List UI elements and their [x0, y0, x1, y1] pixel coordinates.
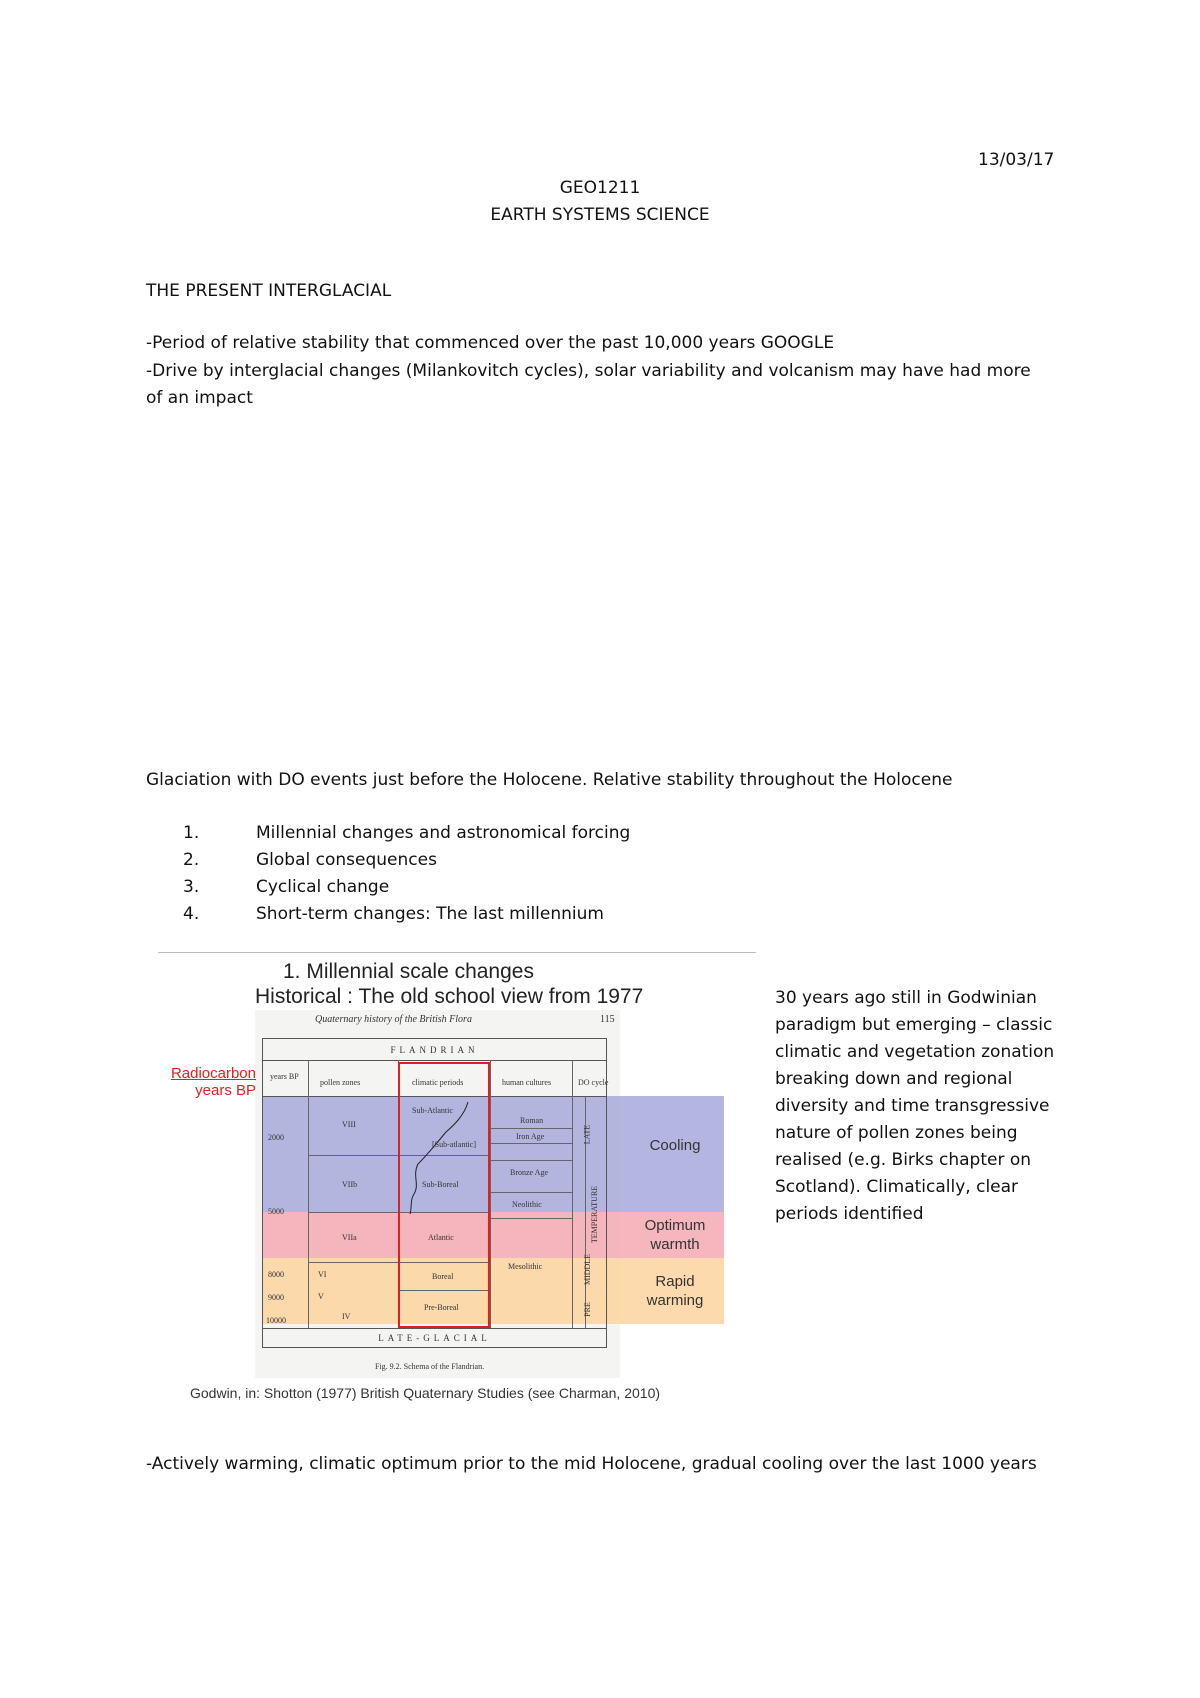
list-item [183, 847, 883, 874]
table-rule [490, 1160, 572, 1161]
list-number: 1. [183, 823, 200, 843]
figure-small-caption: Fig. 9.2. Schema of the Flandrian. [375, 1362, 485, 1371]
bullet-period: -Period of relative stability that commenced over the past 10,000 years GOOGLE [146, 333, 835, 353]
table-rule [490, 1192, 572, 1193]
climatic-periods-highlight [398, 1062, 490, 1328]
book-page-number: 115 [600, 1014, 615, 1025]
col-header-human: human cultures [502, 1078, 552, 1087]
culture: Neolithic [512, 1200, 542, 1209]
table-rule [262, 1060, 607, 1061]
culture: Iron Age [516, 1132, 545, 1141]
culture: Bronze Age [510, 1168, 548, 1177]
table-rule [490, 1128, 572, 1129]
climatic-period: Sub-Boreal [422, 1180, 459, 1189]
pollen-zone: VIII [342, 1120, 356, 1129]
year-tick: 5000 [268, 1207, 284, 1216]
figure-title: 1. Millennial scale changes [283, 960, 534, 983]
pollen-zone: IV [342, 1312, 351, 1321]
table-rule [490, 1218, 572, 1219]
list-number: 4. [183, 904, 200, 924]
col-header-climatic: climatic periods [412, 1078, 464, 1087]
year-tick: 9000 [268, 1293, 284, 1302]
book-header: Quaternary history of the British Flora [315, 1014, 472, 1025]
summary-line: Glaciation with DO events just before the Holocene. Relative stability throughout the Holocene [146, 770, 953, 790]
years-bp-text: years BP [195, 1082, 256, 1099]
temp-label: TEMPERATURE [590, 1185, 600, 1244]
column-divider [490, 1060, 491, 1328]
list-text: Cyclical change [256, 877, 390, 897]
climatic-period: [Sub-atlantic] [432, 1140, 476, 1149]
column-divider [572, 1060, 573, 1328]
band-label-rapid: Rapid warming [646, 1273, 704, 1309]
col-header-years: years BP [270, 1072, 299, 1081]
course-name: EARTH SYSTEMS SCIENCE [490, 205, 710, 225]
pollen-zone: V [318, 1292, 324, 1301]
list-item [183, 901, 883, 928]
climatic-period: Pre-Boreal [424, 1303, 459, 1312]
course-code: GEO1211 [559, 178, 641, 198]
climatic-period: Atlantic [428, 1233, 454, 1242]
radiocarbon-text: Radiocarbon [170, 1065, 256, 1082]
pollen-zone: VIIb [342, 1180, 358, 1189]
flandrian-heading: FLANDRIAN [390, 1045, 479, 1055]
list-text: Global consequences [256, 850, 437, 870]
band-label-cooling: Cooling [649, 1137, 701, 1154]
pollen-zone: VIIa [342, 1233, 357, 1242]
list-text: Short-term changes: The last millennium [256, 904, 604, 924]
table-rule [308, 1155, 398, 1156]
culture: Mesolithic [508, 1262, 543, 1271]
temp-label: MIDDLE [583, 1253, 593, 1286]
column-divider [308, 1060, 309, 1328]
radiocarbon-label [160, 1065, 256, 1099]
table-rule [308, 1262, 398, 1263]
pollen-zone: VI [318, 1270, 327, 1279]
figure-credit: Godwin, in: Shotton (1977) British Quaternary Studies (see Charman, 2010) [190, 1385, 661, 1401]
climatic-period: Sub-Atlantic [412, 1106, 453, 1115]
year-tick: 10000 [266, 1316, 286, 1325]
table-rule [490, 1143, 572, 1144]
list-text: Millennial changes and astronomical forcing [256, 823, 631, 843]
table-rule [308, 1212, 398, 1213]
list-number: 3. [183, 877, 200, 897]
list-item [183, 874, 883, 901]
year-tick: 2000 [268, 1133, 284, 1142]
table-rule [262, 1328, 607, 1329]
culture: Roman [520, 1116, 544, 1125]
late-glacial-heading: LATE-GLACIAL [378, 1333, 491, 1343]
col-header-do: DO cycle [578, 1078, 609, 1087]
bullet-drive: -Drive by interglacial changes (Milankovitch cycles), solar variability and volcanism may have had more of an impact [146, 361, 1031, 408]
conclusion: -Actively warming, climatic optimum prior to the mid Holocene, gradual cooling over the last 1000 years [146, 1454, 1037, 1474]
temp-label: PRE [582, 1302, 592, 1317]
side-note: 30 years ago still in Godwinian paradigm but emerging – classic climatic and vegetation zonation breaking down and regional diversity and time transgressive nature of pollen zones being realised (e.g. Birks chapter on Scotland). Climatically, clear periods identified [775, 988, 1055, 1224]
figure-subtitle: Historical : The old school view from 1977 [255, 985, 644, 1008]
date: 13/03/17 [978, 150, 1055, 170]
list-number: 2. [183, 850, 200, 870]
temp-label: LATE [582, 1124, 592, 1145]
section-title: THE PRESENT INTERGLACIAL [146, 281, 392, 301]
col-header-pollen: pollen zones [320, 1078, 361, 1087]
band-label-optimum: Optimum warmth [644, 1217, 706, 1253]
figure-top-rule [158, 952, 756, 953]
climatic-period: Boreal [432, 1272, 454, 1281]
agenda-list [183, 820, 883, 928]
year-tick: 8000 [268, 1270, 284, 1279]
list-item [183, 820, 883, 847]
